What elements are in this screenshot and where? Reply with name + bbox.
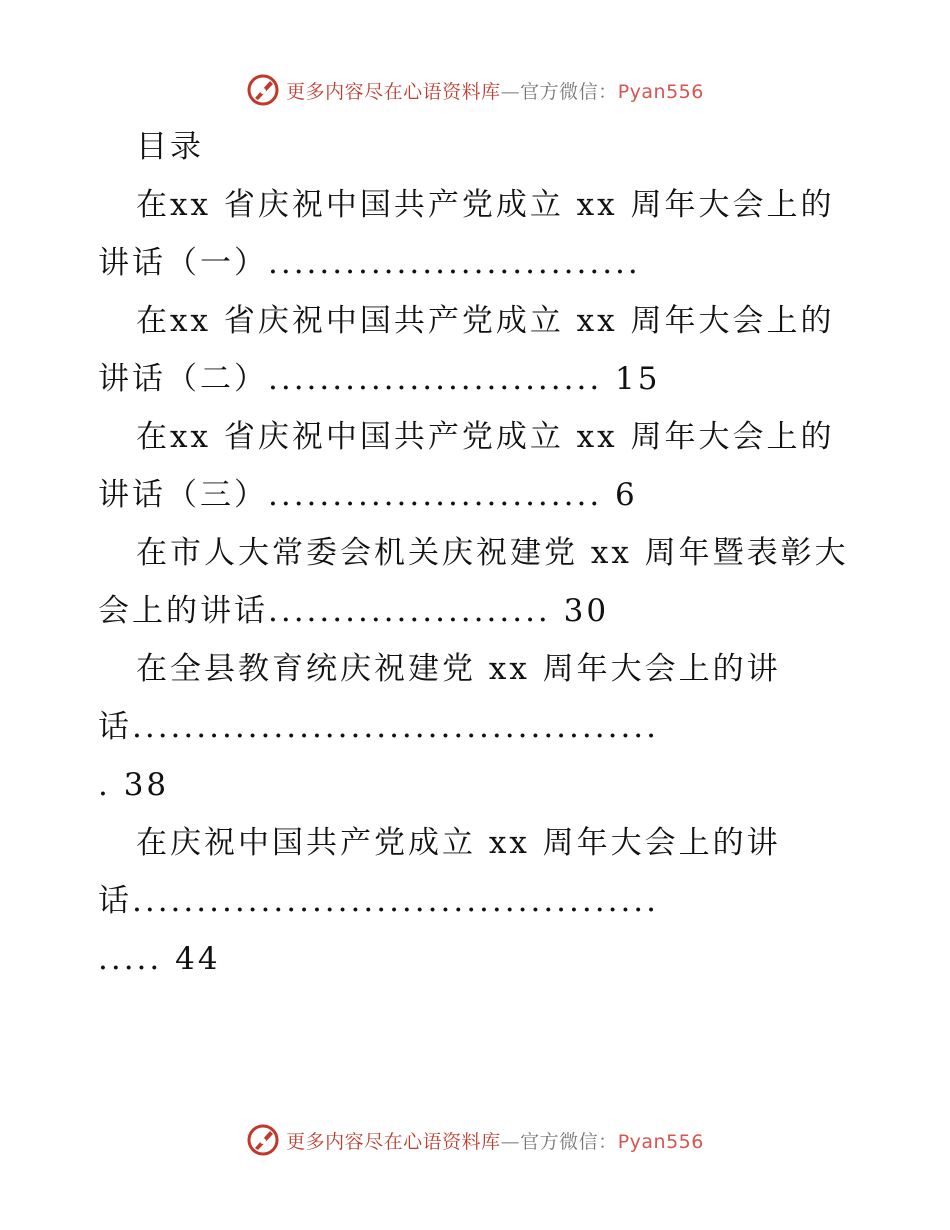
quill-logo-icon (246, 1123, 280, 1157)
toc-entry-5-line-3: . 38 (98, 767, 170, 803)
toc-entry-3-line-2: 讲话（三）.......................... 6 (98, 477, 638, 513)
toc-entry-3-line-1: 在xx 省庆祝中国共产党成立 xx 周年大会上的 (136, 419, 835, 455)
footer-watermark (0, 1120, 950, 1160)
watermark-text: 更多内容尽在心语资料库—官方微信：Pyan556 (286, 80, 704, 103)
quill-logo-icon (246, 73, 280, 107)
toc-entry-6-line-1: 在庆祝中国共产党成立 xx 周年大会上的讲 (136, 825, 781, 861)
watermark-text: 更多内容尽在心语资料库—官方微信：Pyan556 (286, 1130, 704, 1153)
toc-entry-5-line-1: 在全县教育统庆祝建党 xx 周年大会上的讲 (136, 651, 781, 687)
toc-entry-5-line-2: 话......................................... (98, 709, 660, 745)
toc-entry-4-line-1: 在市人大常委会机关庆祝建党 xx 周年暨表彰大 (136, 535, 849, 571)
toc-entry-2-line-1: 在xx 省庆祝中国共产党成立 xx 周年大会上的 (136, 303, 835, 339)
toc-entry-1-line-1: 在xx 省庆祝中国共产党成立 xx 周年大会上的 (136, 187, 835, 223)
toc-entry-6-line-3: ..... 44 (98, 941, 221, 977)
toc-entry-6-line-2: 话......................................... (98, 883, 660, 919)
toc-heading: 目录 (136, 129, 204, 165)
table-of-contents (98, 118, 858, 988)
toc-entry-1-line-2: 讲话（一）............................. (98, 245, 641, 281)
header-watermark (0, 70, 950, 110)
toc-entry-2-line-2: 讲话（二）.......................... 15 (98, 361, 661, 397)
toc-entry-4-line-2: 会上的讲话...................... 30 (98, 593, 610, 629)
